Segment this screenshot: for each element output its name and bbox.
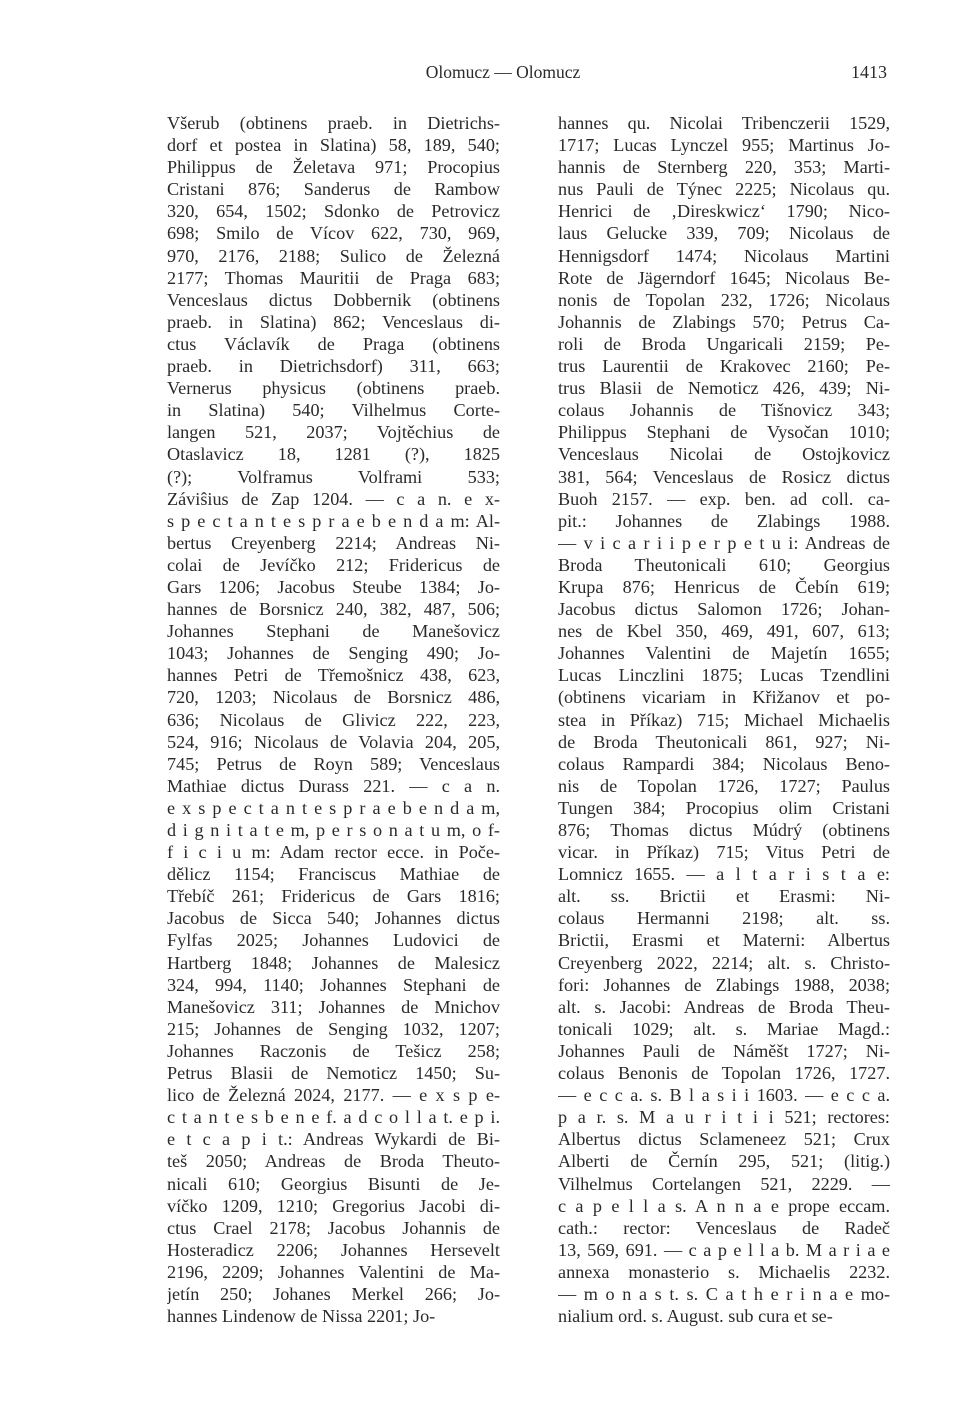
text-line: (?); Volframus Volframi 533;	[167, 466, 500, 487]
text-line: Všerub (obtinens praeb. in Dietrichs-	[167, 113, 500, 133]
text-line: (obtinens vicariam in Křižanov et po-	[558, 687, 890, 708]
text-line: e x s p e c t a n t e s p r a e b e n d a m,	[167, 797, 500, 818]
text-line: hannes qu. Nicolai Tribenczerii 1529,	[558, 113, 890, 133]
text-line: in Slatina) 540; Vilhelmus Corte-	[167, 400, 500, 421]
text-line: p a r. s. M a u r i t i i 521; rectores:	[558, 1107, 890, 1128]
text-line: praeb. in Slatina) 862; Venceslaus di-	[167, 311, 500, 332]
text-line: Krupa 876; Henricus de Čebín 619;	[558, 576, 890, 597]
text-line: nonis de Topolan 232, 1726; Nicolaus	[558, 289, 890, 310]
text-line: Záviŝius de Zap 1204. — c a n. e x-	[167, 488, 500, 509]
text-line: alt. ss. Brictii et Erasmi: Ni-	[558, 886, 890, 907]
text-line: trus Laurentii de Krakovec 2160; Pe-	[558, 356, 890, 377]
text-line: Alberti de Černín 295, 521; (litig.)	[558, 1151, 890, 1172]
text-line: pit.: Johannes de Zlabings 1988.	[558, 510, 890, 531]
text-line: Broda Theutonicali 610; Georgius	[558, 554, 890, 575]
text-line: Albertus dictus Sclameneez 521; Crux	[558, 1129, 890, 1150]
text-line: cath.: rector: Venceslaus de Radeč	[558, 1217, 890, 1238]
text-line: colaus Johannis de Tišnovicz 343;	[558, 400, 890, 421]
text-line: 745; Petrus de Royn 589; Venceslaus	[167, 753, 500, 774]
text-line: Venceslaus Nicolai de Ostojkovicz	[558, 444, 890, 465]
text-line: ctus Václavík de Praga (obtinens	[167, 333, 500, 354]
text-line: stea in Příkaz) 715; Michael Michaelis	[558, 709, 890, 730]
text-line: Cristani 876; Sanderus de Rambow	[167, 179, 500, 200]
text-line: Johannes Valentini de Majetín 1655;	[558, 643, 890, 664]
text-line: Hartberg 1848; Johannes de Malesicz	[167, 952, 500, 973]
text-line: 324, 994, 1140; Johannes Stephani de	[167, 974, 500, 995]
text-line: Hennigsdorf 1474; Nicolaus Martini	[558, 245, 890, 266]
text-line: Johannes Stephani de Manešovicz	[167, 621, 500, 642]
page-number: 1413	[851, 62, 887, 82]
text-line: praeb. in Dietrichsdorf) 311, 663;	[167, 356, 500, 377]
text-line: Třebíč 261; Fridericus de Gars 1816;	[167, 886, 500, 907]
text-line: laus Gelucke 339, 709; Nicolaus de	[558, 223, 890, 244]
text-line: Rote de Jägerndorf 1645; Nicolaus Be-	[558, 267, 890, 288]
text-line: roli de Broda Ungaricali 2159; Pe-	[558, 333, 890, 354]
text-line: hannes de Borsnicz 240, 382, 487, 506;	[167, 599, 500, 620]
text-line: nus Pauli de Týnec 2225; Nicolaus qu.	[558, 179, 890, 200]
text-line: — v i c a r i i p e r p e t u i: Andreas de	[558, 532, 890, 553]
text-line: colaus Benonis de Topolan 1726, 1727.	[558, 1063, 890, 1084]
text-line: jetín 250; Johanes Merkel 266; Jo-	[167, 1283, 500, 1304]
left-column	[167, 112, 500, 1327]
text-line: Philippus de Želetava 971; Procopius	[167, 157, 500, 178]
running-head	[0, 62, 960, 88]
text-line: Manešovicz 311; Johannes de Mnichov	[167, 996, 500, 1017]
text-line: trus Blasii de Nemoticz 426, 439; Ni-	[558, 378, 890, 399]
text-line: colaus Rampardi 384; Nicolaus Beno-	[558, 753, 890, 774]
text-line: Mathiae dictus Durass 221. — c a n.	[167, 775, 500, 796]
text-line: Creyenberg 2022, 2214; alt. s. Christo-	[558, 952, 890, 973]
text-line: colai de Jevíčko 212; Fridericus de	[167, 554, 500, 575]
right-column	[558, 112, 890, 1327]
text-line: 636; Nicolaus de Glivicz 222, 223,	[167, 709, 500, 730]
text-line: Tungen 384; Procopius olim Cristani	[558, 797, 890, 818]
text-line: f i c i u m: Adam rector ecce. in Poče-	[167, 842, 500, 863]
text-line: colaus Hermanni 2198; alt. ss.	[558, 908, 890, 929]
text-line: 215; Johannes de Senging 1032, 1207;	[167, 1018, 500, 1039]
text-line: Fylfas 2025; Johannes Ludovici de	[167, 930, 500, 951]
text-line: Jacobus de Sicca 540; Johannes dictus	[167, 908, 500, 929]
text-line: Lomnicz 1655. — a l t a r i s t a e:	[558, 864, 890, 885]
text-line: bertus Creyenberg 2214; Andreas Ni-	[167, 532, 500, 553]
text-line: Henrici de ‚Direskwicz‘ 1790; Nico-	[558, 201, 890, 222]
text-line: víčko 1209, 1210; Gregorius Jacobi di-	[167, 1195, 500, 1216]
text-line: Otaslavicz 18, 1281 (?), 1825	[167, 444, 500, 465]
text-line: vicar. in Příkaz) 715; Vitus Petri de	[558, 842, 890, 863]
text-line: — e c c a. s. B l a s i i 1603. — e c c a.	[558, 1085, 890, 1106]
text-line: c a p e l l a s. A n n a e prope eccam.	[558, 1195, 890, 1216]
text-line: s p e c t a n t e s p r a e b e n d a m: Al-	[167, 510, 500, 531]
text-line: 381, 564; Venceslaus de Rosicz dictus	[558, 466, 890, 487]
text-line: 970, 2176, 2188; Sulico de Železná	[167, 245, 500, 266]
text-line: Venceslaus dictus Dobbernik (obtinens	[167, 289, 500, 310]
text-line: lico de Železná 2024, 2177. — e x s p e-	[167, 1085, 500, 1106]
text-line: teš 2050; Andreas de Broda Theuto-	[167, 1151, 500, 1172]
text-line: Johannes Raczonis de Tešicz 258;	[167, 1040, 500, 1061]
text-line: Johannes Pauli de Náměšt 1727; Ni-	[558, 1040, 890, 1061]
text-line: nicali 610; Georgius Bisunti de Je-	[167, 1173, 500, 1194]
text-line: hannes Lindenow de Nissa 2201; Jo-	[167, 1306, 436, 1327]
text-line: 524, 916; Nicolaus de Volavia 204, 205,	[167, 731, 500, 752]
text-line: nes de Kbel 350, 469, 491, 607, 613;	[558, 621, 890, 642]
text-line: 720, 1203; Nicolaus de Borsnicz 486,	[167, 687, 500, 708]
text-line: Petrus Blasii de Nemoticz 1450; Su-	[167, 1063, 500, 1084]
text-line: d i g n i t a t e m, p e r s o n a t u m, o f-	[167, 820, 500, 840]
text-line: 1717; Lucas Lynczel 955; Martinus Jo-	[558, 135, 890, 156]
text-line: alt. s. Jacobi: Andreas de Broda Theu-	[558, 996, 890, 1017]
text-line: annexa monasterio s. Michaelis 2232.	[558, 1261, 890, 1282]
running-title: Olomucz — Olomucz	[425, 62, 581, 82]
text-line: 698; Smilo de Vícov 622, 730, 969,	[167, 223, 500, 244]
text-line: Gars 1206; Jacobus Steube 1384; Jo-	[167, 576, 500, 597]
text-line: 320, 654, 1502; Sdonko de Petrovicz	[167, 201, 500, 222]
text-line: hannis de Sternberg 220, 353; Marti-	[558, 157, 890, 178]
text-line: 876; Thomas dictus Múdrý (obtinens	[558, 820, 890, 840]
text-line: dorf et postea in Slatina) 58, 189, 540;	[167, 135, 500, 156]
text-line: Vilhelmus Cortelangen 521, 2229. —	[558, 1173, 890, 1194]
text-line: e t c a p i t.: Andreas Wykardi de Bi-	[167, 1129, 500, 1150]
text-line: nialium ord. s. August. sub cura et se-	[558, 1306, 833, 1327]
text-line: 13, 569, 691. — c a p e l l a b. M a r i a e	[558, 1239, 890, 1260]
text-line: Lucas Linczlini 1875; Lucas Tzendlini	[558, 665, 890, 686]
text-line: ctus Crael 2178; Jacobus Johannis de	[167, 1217, 500, 1238]
text-line: fori: Johannes de Zlabings 1988, 2038;	[558, 974, 890, 995]
text-line: Brictii, Erasmi et Materni: Albertus	[558, 930, 890, 951]
text-line: Philippus Stephani de Vysočan 1010;	[558, 422, 890, 443]
text-line: Johannis de Zlabings 570; Petrus Ca-	[558, 311, 890, 332]
text-line: de Broda Theutonicali 861, 927; Ni-	[558, 731, 890, 752]
text-line: hannes Petri de Třemošnicz 438, 623,	[167, 665, 500, 686]
text-line: 1043; Johannes de Senging 490; Jo-	[167, 643, 500, 664]
text-line: 2177; Thomas Mauritii de Praga 683;	[167, 267, 500, 288]
text-line: Buoh 2157. — exp. ben. ad coll. ca-	[558, 488, 890, 509]
text-line: Hosteradicz 2206; Johannes Hersevelt	[167, 1239, 500, 1260]
text-line: tonicali 1029; alt. s. Mariae Magd.:	[558, 1018, 890, 1039]
text-line: langen 521, 2037; Vojtěchius de	[167, 422, 500, 443]
text-line: c t a n t e s b e n e f. a d c o l l a t. e p i.	[167, 1107, 500, 1128]
text-line: dělicz 1154; Franciscus Mathiae de	[167, 864, 500, 885]
text-line: — m o n a s t. s. C a t h e r i n a e mo-	[558, 1283, 890, 1304]
text-line: nis de Topolan 1726, 1727; Paulus	[558, 775, 890, 796]
text-line: Jacobus dictus Salomon 1726; Johan-	[558, 599, 890, 620]
text-line: Vernerus physicus (obtinens praeb.	[167, 378, 500, 399]
text-line: 2196, 2209; Johannes Valentini de Ma-	[167, 1261, 500, 1282]
